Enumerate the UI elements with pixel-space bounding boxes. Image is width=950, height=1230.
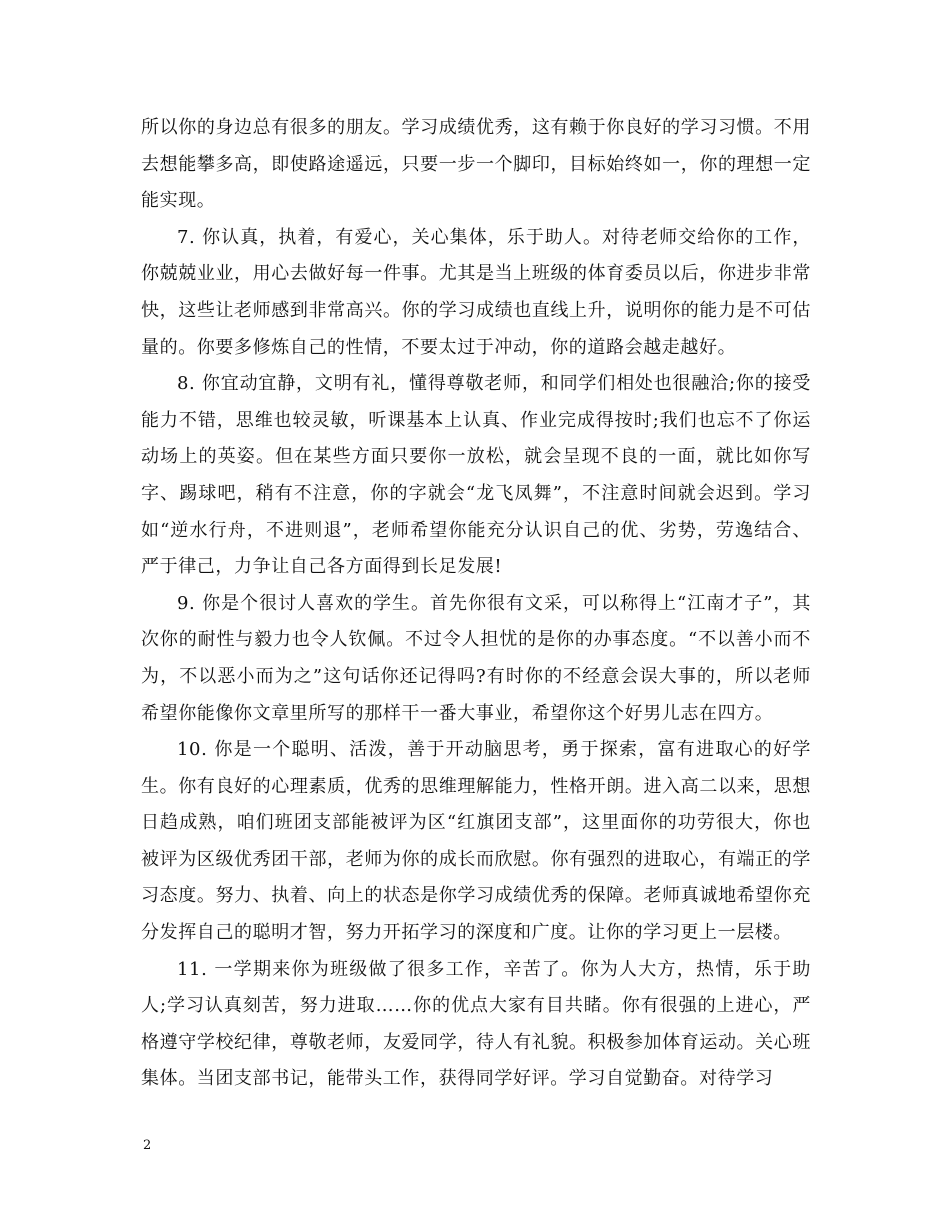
paragraph-item-7: 7. 你认真，执着，有爱心，关心集体，乐于助人。对待老师交给你的工作，你兢兢业业，用心去做好每一件事。尤其是当上班级的体育委员以后，你进步非常快，这些让老师感到非常高兴。你的学习成绩也直线上升，说明你的能力是不可估量的。你要多修炼自己的性情，不要太过于冲动，你的道路会越走越好。: [141, 226, 811, 358]
paragraph-item-8: 8. 你宜动宜静，文明有礼，懂得尊敬老师，和同学们相处也很融洽;你的接受能力不错，思维也较灵敏，听课基本上认真、作业完成得按时;我们也忘不了你运动场上的英姿。但在某些方面只要你一放松，就会呈现不良的一面，就比如你写字、踢球吧，稍有不注意，你的字就会“龙飞凤舞”，不注意时间就会迟到。学习如“逆水行舟，不进则退”，老师希望你能充分认识自己的优、劣势，劳逸结合、严于律己，力争让自己各方面得到长足发展!: [141, 373, 811, 578]
paragraph-item-10: 10. 你是一个聪明、活泼，善于开动脑思考，勇于探索，富有进取心的好学生。你有良好的心理素质，优秀的思维理解能力，性格开朗。进入高二以来，思想日趋成熟，咱们班团支部能被评为区“红旗团支部”，这里面你的功劳很大，你也被评为区级优秀团干部，老师为你的成长而欣慰。你有强烈的进取心，有端正的学习态度。努力、执着、向上的状态是你学习成绩优秀的保障。老师真诚地希望你充分发挥自己的聪明才智，努力开拓学习的深度和广度。让你的学习更上一层楼。: [141, 739, 811, 944]
document-body: [141, 110, 811, 1098]
paragraph-item-11: 11. 一学期来你为班级做了很多工作，辛苦了。你为人大方，热情，乐于助人;学习认真刻苦，努力进取……你的优点大家有目共睹。你有很强的上进心，严格遵守学校纪律，尊敬老师，友爱同学，待人有礼貌。积极参加体育运动。关心班集体。当团支部书记，能带头工作，获得同学好评。学习自觉勤奋。对待学习: [141, 958, 811, 1090]
paragraph-continuation: 所以你的身边总有很多的朋友。学习成绩优秀，这有赖于你良好的学习习惯。不用去想能攀多高，即使路途遥远，只要一步一个脚印，目标始终如一，你的理想一定能实现。: [141, 117, 811, 212]
paragraph-item-9: 9. 你是个很讨人喜欢的学生。首先你很有文采，可以称得上“江南才子”，其次你的耐性与毅力也令人钦佩。不过令人担忧的是你的办事态度。“不以善小而不为，不以恶小而为之”这句话你还记得吗?有时你的不经意会误大事的，所以老师希望你能像你文章里所写的那样干一番大事业，希望你这个好男儿志在四方。: [141, 592, 811, 724]
page-number: 2: [143, 1138, 152, 1153]
